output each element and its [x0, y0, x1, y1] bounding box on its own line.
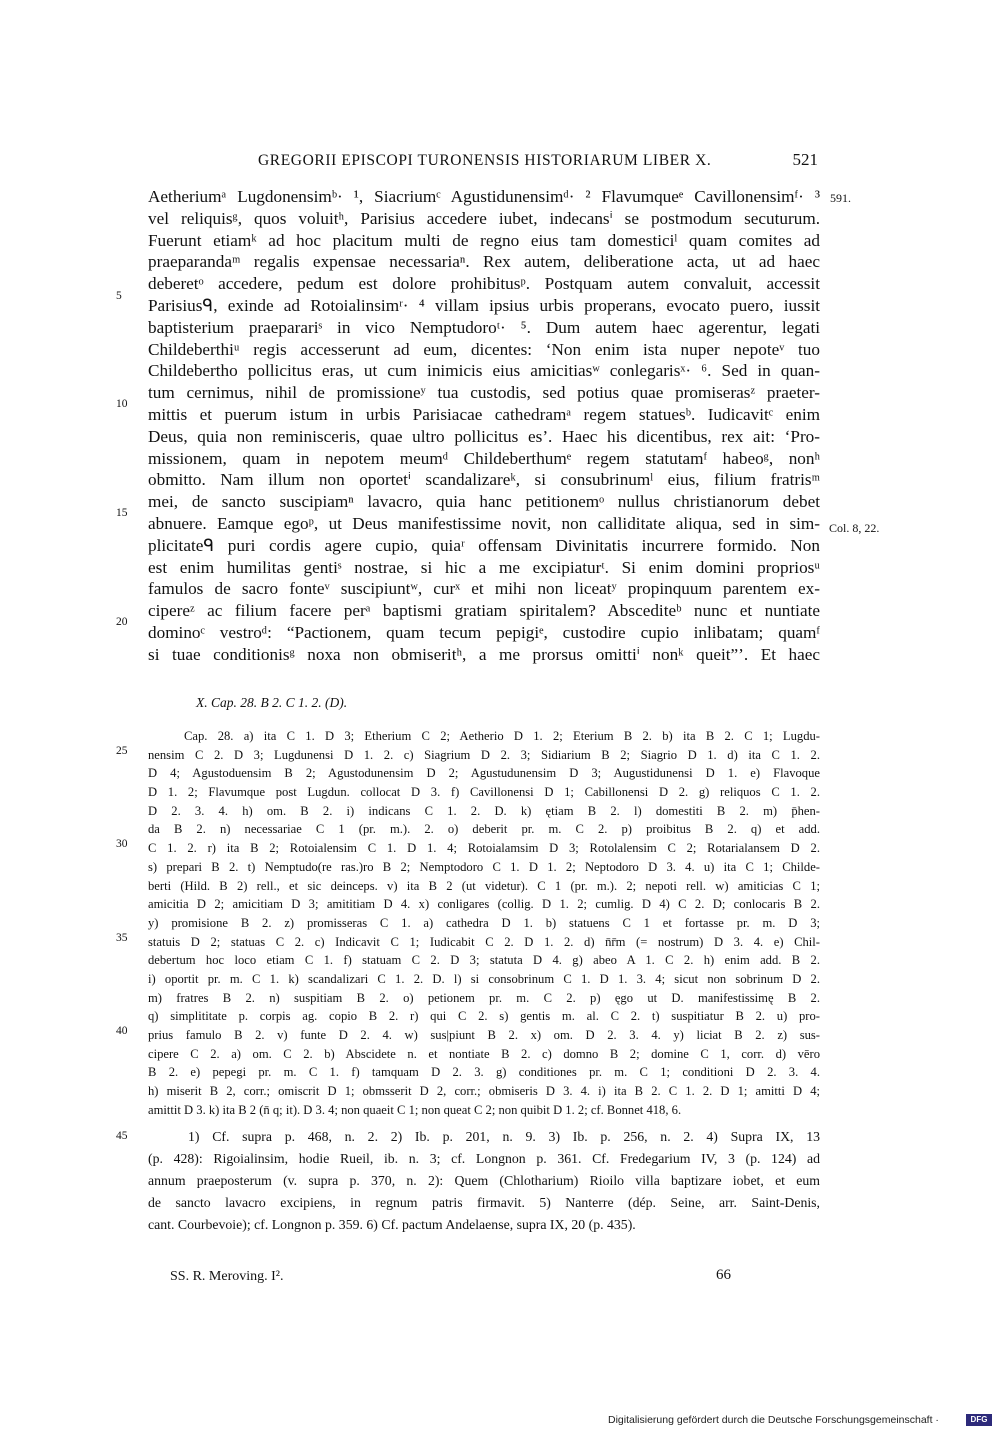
- dfg-logo-icon: DFG: [966, 1414, 992, 1426]
- apparatus-line: cipere C 2. a) om. C 2. b) Abscidete n. et nontiate B 2. c) domno B 2; domine C 1, corr. d) vēro: [148, 1046, 820, 1061]
- text-line: mei, de sancto suscipiamⁿ lavacro, quia hanc petitionemᵒ nullus christianorum debet: [148, 492, 820, 512]
- critical-apparatus: [148, 727, 820, 1119]
- apparatus-line: m) fratres B 2. n) suspitiam B 2. o) petionem pr. m. C 2. p) ęgo ut D. manifestissimę B 2.: [148, 990, 820, 1005]
- footnote-line: de sancto lavacro excipiens, in regnum patris firmavit. 5) Nanterre (dép. Seine, arr. Saint-Denis,: [148, 1195, 820, 1210]
- apparatus-line: i) oportit pr. m. C 1. k) scandalizari C 1. 2. D. l) si consobrinum C 1. D 1. 3. 4; sicut non sobrinum D 2.: [148, 971, 820, 986]
- apparatus-line: da B 2. n) necessariae C 1 (pr. m.). 2. o) deberit pr. m. C 2. p) proibitus B 2. q) et add.: [148, 822, 820, 837]
- apparatus-line: prius famulo B 2. v) funte D 2. 4. w) sus|piunt B 2. x) om. D 2. 3. 4. y) liciat B 2. z) sus-: [148, 1028, 820, 1042]
- line-number: 20: [116, 616, 128, 628]
- text-line: praeparandaᵐ regalis expensae necessariaⁿ. Rex autem, deliberatione acta, ut ad haec: [148, 252, 820, 272]
- sheet-number: 66: [716, 1267, 731, 1283]
- line-number: 30: [116, 838, 128, 850]
- apparatus-line: amittit D 3. k) ita B 2 (n̄ q; it). D 3. 4; non quaeit C 1; non queat C 2; non quibit D 1. 2; cf. Bonnet 418, 6.: [148, 1102, 682, 1117]
- footnote-line: annum praeposterum (v. supra p. 370, n. 2): Quem (Chlotharium) Rioilo villa baptizare iobet, et eum: [148, 1173, 820, 1188]
- footnote-line: (p. 428): Rigoialinsim, hodie Rueil, ib. n. 3; cf. Longnon p. 361. Cf. Fredegarium IV, 3 (p. 124) ad: [148, 1151, 820, 1166]
- text-line: baptisterium praeparariˢ in vico Nemptudoroᵗ· ⁵. Dum autem haec agerentur, legati: [148, 317, 820, 337]
- apparatus-line: y) promisione B 2. z) promisseras C 1. a) cathedra D 1. b) statuens C 1 et fortasse pr. m. D 3;: [148, 915, 820, 930]
- footnotes: [148, 1126, 820, 1236]
- text-line: abnuere. Eamque egoᵖ, ut Deus manifestissime novit, non calliditate aliqua, sed in sim-: [148, 513, 820, 533]
- text-line: est enim humilitas gentiˢ nostrae, si hic a me excipiaturᵗ. Si enim domini propriosᵘ: [148, 557, 820, 577]
- text-line: Aetheriumᵃ Lugdonensimᵇ· ¹, Siacriumᶜ Agustidunensimᵈ· ² Flavumqueᵉ Cavillonensimᶠ· ³: [148, 187, 820, 206]
- text-line: famulos de sacro fonteᵛ suscipiuntʷ, curˣ et mihi non liceatʸ propinquum parentem ex-: [148, 579, 820, 599]
- margin-year: 591.: [830, 191, 851, 205]
- apparatus-line: s) prepari B 2. t) Nemptudo(re ras.)ro B 2; Nemptodoro C 1. D 1. 2; Neptodoro D 3. 4. u) ita C 1; Childe-: [148, 859, 820, 874]
- text-line: plicitateᑫ puri cordis agere cupio, quiaʳ offensam Divinitatis incurrere formido. Non: [148, 535, 820, 555]
- text-line: missionem, quam in nepotem meumᵈ Childeberthumᵉ regem statutamᶠ habeoᵍ, nonʰ: [148, 448, 820, 468]
- line-number: 35: [116, 932, 128, 944]
- running-title: GREGORII EPISCOPI TURONENSIS HISTORIARUM LIBER X.: [258, 152, 712, 169]
- apparatus-line: Cap. 28. a) ita C 1. D 3; Etherium C 2; Aetherio D 1. 2; Eterium B 2. b) ita B 2. C 1; Lugdu-: [184, 729, 820, 743]
- apparatus-line: B 2. e) pepegi pr. m. C 1. f) tamquam D 2. 3. g) conditiones pr. m. C 1; conditioni D 2. 3. 4.: [148, 1065, 820, 1080]
- text-line: si tuae conditionisᵍ noxa non obmiseritʰ, a me prorsus omittiⁱ nonᵏ queit”’. Et haec: [148, 644, 820, 664]
- text-line: obmitto. Nam illum non oportetⁱ scandalizareᵏ, si consubrinumˡ eius, filium fratrisᵐ: [148, 470, 820, 490]
- apparatus-line: nensim C 2. D 3; Lugdunensi D 1. 2. c) Siagrium D 2. 3; Sidiarium B 2; Siagrio D 1. d) ita C 1. 2.: [148, 747, 820, 762]
- text-line: dominoᶜ vestroᵈ: “Pactionem, quam tecum pepigiᵉ, custodire cupio inlibatam; quamᶠ: [148, 622, 820, 642]
- line-number: 5: [116, 290, 122, 302]
- text-line: Fuerunt etiamᵏ ad hoc placitum multi de regno eius tam domesticiˡ quam comites ad: [148, 230, 820, 250]
- line-number: 45: [116, 1130, 128, 1142]
- text-line: Childebertho pollicitus eras, ut cum inimicis eius amicitiasʷ conlegarisˣ· ⁶. Sed in quan-: [148, 361, 820, 381]
- apparatus-line: D 4; Agustoduensim B 2; Agustodunensim D 2; Agustudunensim D 3; Augustidunensi D 1. e) Flavoque: [148, 766, 820, 781]
- apparatus-line: debertum hoc loco etiam C 1. f) statuam C 2. D 3; statuta D 4. g) abeo A 1. C 2. h) enim add. B 2.: [148, 953, 820, 968]
- apparatus-line: berti (Hild. B 2) rell., et sic deinceps. v) ita B 2 (ut videtur). C 1 (pr. m.). 2; nepoti rell. w) amiticias C 1;: [148, 878, 820, 893]
- text-line: cipereᶻ ac filium facere perᵃ baptismi gratiam spiritalem? Abscediteᵇ nunc et nuntiate: [148, 601, 820, 621]
- text-line: tum cernimus, nihil de promissioneʸ tua custodis, sed potius quae promiserasᶻ praeter-: [148, 383, 820, 403]
- digitization-credit: Digitalisierung gefördert durch die Deutsche Forschungsgemeinschaft ·: [608, 1414, 939, 1426]
- text-line: Deus, quia non reminisceris, quae ultro pollicitus es’. Haec his dicentibus, rex ait: ‘Pro-: [148, 426, 820, 446]
- margin-collation: Col. 8, 22.: [829, 521, 880, 535]
- apparatus-line: q) simplititate p. corpis ag. copio B 2. r) qui C 2. s) gentis m. al. C 2. t) suspitiatur B 2. u) pro-: [148, 1009, 820, 1024]
- footnote-line: 1) Cf. supra p. 468, n. 2. 2) Ib. p. 201, n. 9. 3) Ib. p. 256, n. 2. 4) Supra IX, 13: [188, 1129, 820, 1144]
- text-line: Childeberthiᵘ regis accesserunt ad eum, dicentes: ‘Non enim ista nuper nepoteᵛ tuo: [148, 339, 820, 359]
- apparatus-line: C 1. 2. r) ita B 2; Rotoialensim C 1. D 1. 4; Rotoialamsim D 3; Rotolalensim C 2; Rotarialansem D 2.: [148, 841, 820, 856]
- running-header: [148, 152, 818, 178]
- apparatus-line: h) miserit B 2, corr.; omiscrit D 1; obmsserit D 2, corr.; obmiseris D 3. 4. i) ita B 2. C 1. 2. D 1; amitti D 4;: [148, 1084, 820, 1099]
- apparatus-scope: X. Cap. 28. B 2. C 1. 2. (D).: [196, 695, 348, 710]
- line-number: 15: [116, 507, 128, 519]
- line-number: 10: [116, 398, 128, 410]
- line-number: 40: [116, 1025, 128, 1037]
- apparatus-line: amicitia D 2; amicitiam D 3; amititiam D 4. x) conligares (collig. D 1. 2; cumlig. D 4) C 2. D; conlocaris B 2.: [148, 897, 820, 912]
- signature-mark: SS. R. Meroving. I².: [170, 1269, 284, 1284]
- main-text: [148, 186, 820, 666]
- apparatus-line: statuis D 2; statuas C 2. c) Indicavit C 1; Iudicabit C 2. D 1. 2. d) n̄r̄m (= nostrum) D 3. 4. e) Chil-: [148, 934, 820, 949]
- text-line: Parisiusᑫ, exinde ad Rotoialinsimʳ· ⁴ villam ipsius urbis properans, evocato puero, iussit: [148, 295, 820, 315]
- page-number: 521: [792, 150, 818, 169]
- text-line: deberetᵒ accedere, pedum est dolore prohibitusᵖ. Postquam autem convaluit, accessit: [148, 274, 820, 294]
- text-line: mittis et puerum istum in urbis Parisiacae cathedramᵃ regem statuesᵇ. Iudicavitᶜ enim: [148, 404, 820, 424]
- apparatus-line: D 1. 2; Flavumque post Lugdun. collocat D 3. f) Cavillonensi D 1; Cabillonensi D 2. g) reliquos C 1. 2.: [148, 785, 820, 800]
- apparatus-line: D 2. 3. 4. h) om. B 2. i) indicans C 1. 2. D. k) ętiam B 2. l) domestiti B 2. m) p̄hen-: [148, 803, 820, 818]
- footnote-line: cant. Courbevoie); cf. Longnon p. 359. 6) Cf. pactum Andelaense, supra IX, 20 (p. 435).: [148, 1217, 636, 1232]
- line-number: 25: [116, 745, 128, 757]
- text-line: vel reliquisᵍ, quos voluitʰ, Parisius accedere iubet, indecansⁱ se postmodum secuturum.: [148, 208, 820, 228]
